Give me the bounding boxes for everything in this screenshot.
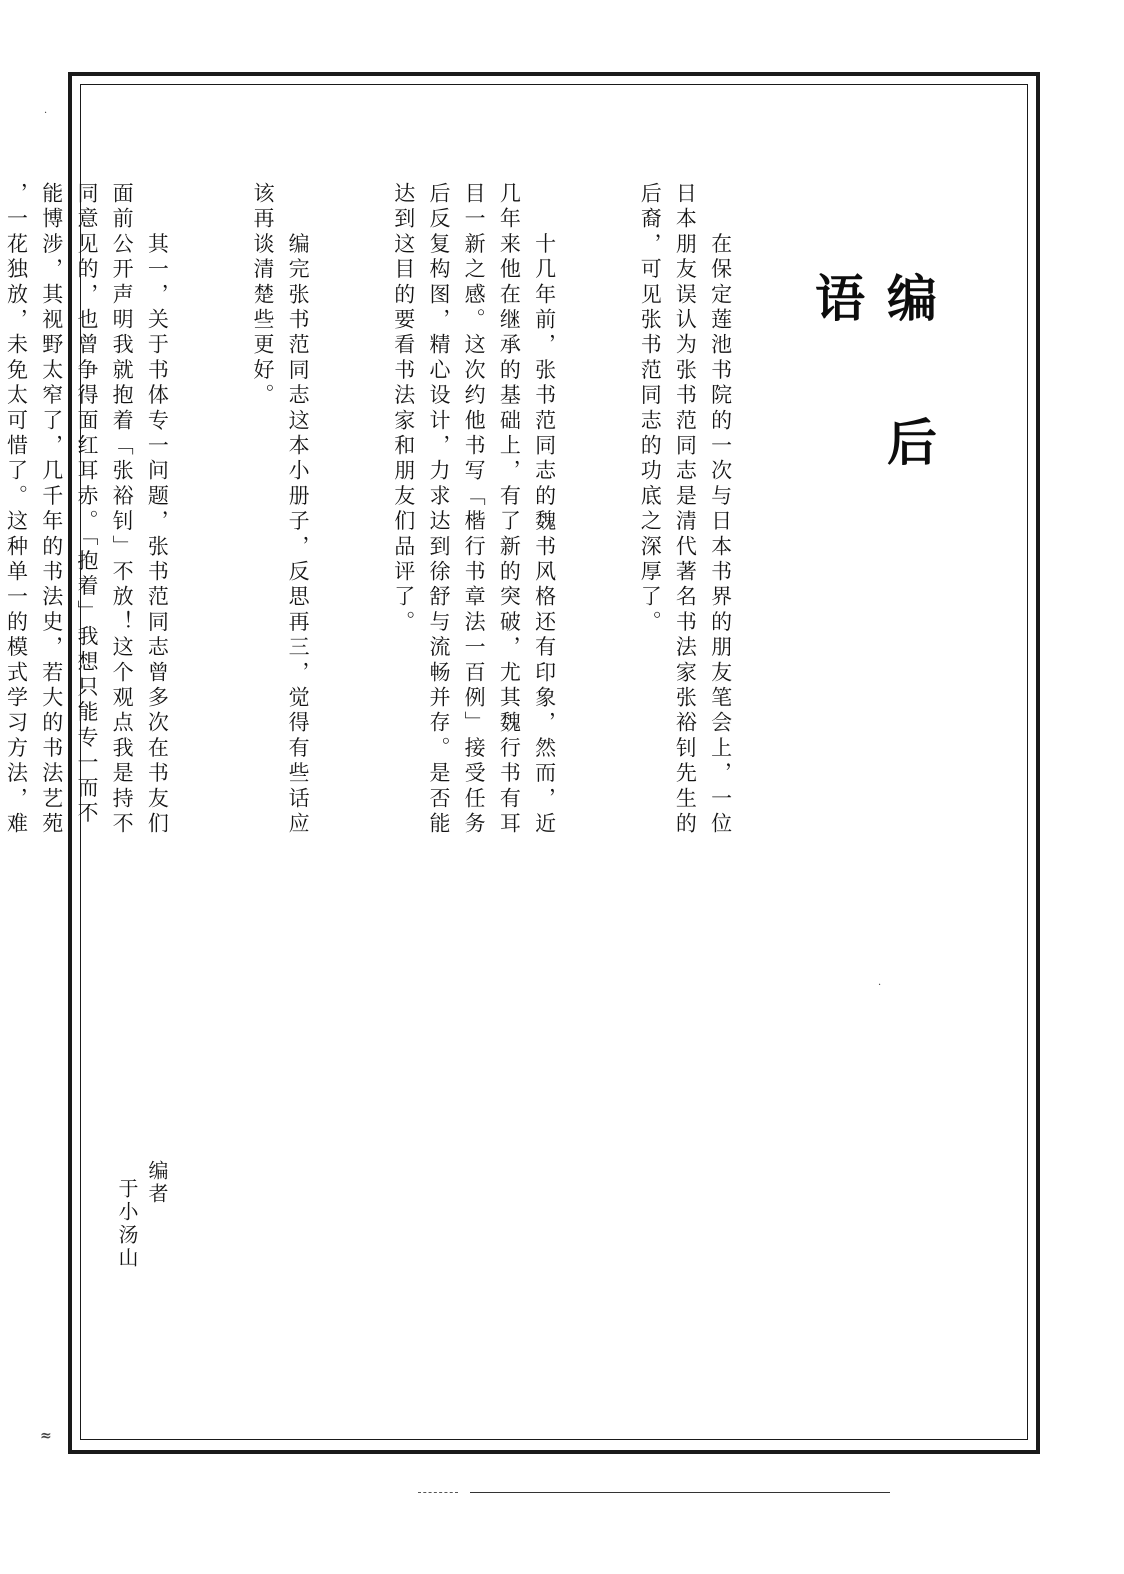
paragraph-2: 十几年前，张书范同志的魏书风格还有印象，然而，近 几年来他在继承的基础上，有了新的突破，尤其魏行书有耳 目一新之感。这次约他书写「楷行书章法一百例」接受任务 后反复构图，精心设计，力求达到徐舒与流畅并存。是否能 达到这目的要看书法家和朋友们品评了。 [391,182,557,838]
paragraph-3: 编完张书范同志这本小册子，反思再三，觉得有些话应 该再谈清楚些更好。 [250,182,311,838]
signature [115,1160,172,1380]
page-title: 编后语 [807,272,937,560]
scan-speck: · [44,108,48,119]
footer-rule [470,1492,890,1493]
signature-name: 于小汤山 [115,1178,139,1270]
signature-role: 编者 [145,1160,169,1206]
scan-smudge: ≈ [40,1428,52,1444]
scan-speck: · [878,980,882,991]
paragraph-4: 其一，关于书体专一问题，张书范同志曾多次在书友们 面前公开声明我就抱着「张裕钊」不放！这个观点我是持不 同意见的，也曾争得面红耳赤。「抱着」我想只能专一而不 能博涉，其视野太窄了，几千年的书法史，若大的书法艺苑 ，一花独放，未免太可惜了。这种单一的模式学习方法，难 [4,182,170,838]
footer-dash [418,1492,458,1493]
paragraph-1: 在保定莲池书院的一次与日本书界的朋友笔会上，一位 日本朋友误认为张书范同志是清代著名书法家张裕钊先生的 后裔，可见张书范同志的功底之深厚了。 [638,182,733,838]
